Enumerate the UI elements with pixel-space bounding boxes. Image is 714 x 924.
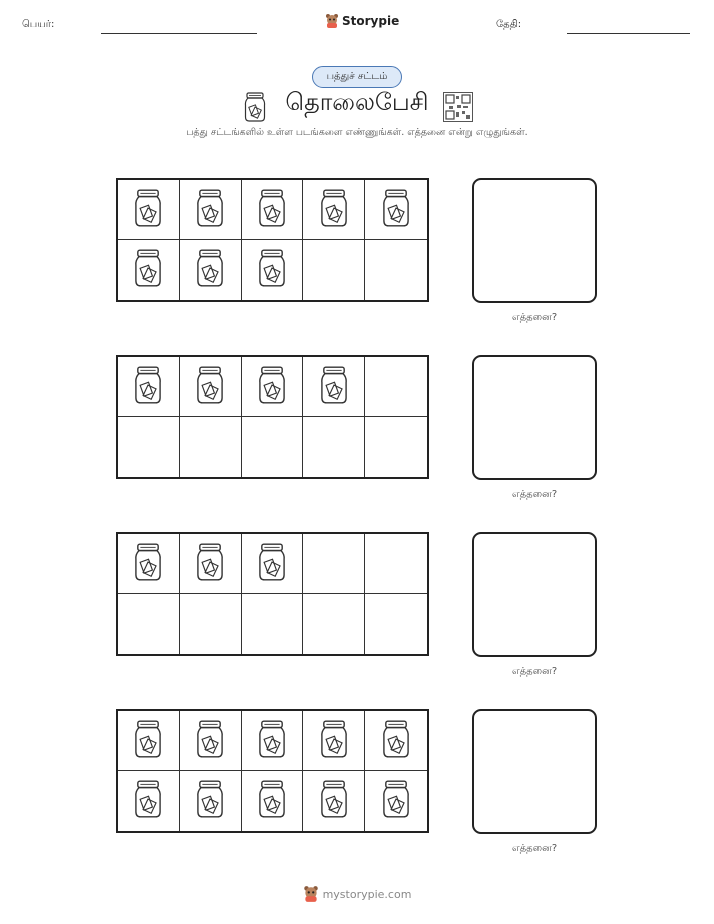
jar-icon xyxy=(196,779,224,823)
jar-icon xyxy=(258,779,286,823)
frame-cell xyxy=(365,180,427,240)
frame-cell xyxy=(118,711,180,771)
frame-cell xyxy=(365,240,427,300)
frame-cell xyxy=(303,180,365,240)
frame-cell xyxy=(303,240,365,300)
topic-badge: பத்துச் சட்டம் xyxy=(312,66,402,88)
frame-cell xyxy=(180,357,242,417)
frame-cell xyxy=(303,357,365,417)
frame-cell xyxy=(242,771,304,831)
frame-cell xyxy=(365,357,427,417)
frame-cell xyxy=(180,711,242,771)
jar-icon xyxy=(382,188,410,232)
frame-cell xyxy=(118,417,180,477)
frame-cell xyxy=(303,534,365,594)
frame-cell xyxy=(303,711,365,771)
name-input-line[interactable] xyxy=(101,33,257,34)
jar-icon xyxy=(258,719,286,763)
instructions: பத்து சட்டங்களில் உள்ள படங்களை எண்ணுங்கள். எத்தனை என்று எழுதுங்கள். xyxy=(186,127,528,138)
storypie-mascot-icon xyxy=(303,885,319,903)
jar-icon xyxy=(382,719,410,763)
jar-icon xyxy=(382,779,410,823)
footer-url: mystorypie.com xyxy=(322,887,412,901)
date-label: தேதி: xyxy=(496,19,522,30)
date-input-line[interactable] xyxy=(567,33,690,34)
jar-icon xyxy=(320,779,348,823)
frame-cell xyxy=(118,534,180,594)
answer-box-1[interactable] xyxy=(472,178,597,303)
how-many-label: எத்தனை? xyxy=(511,666,558,677)
ten-frame-2 xyxy=(116,355,429,479)
phone-pattern-icon xyxy=(443,92,473,126)
frame-cell xyxy=(118,594,180,654)
frame-cell xyxy=(242,180,304,240)
ten-frame-4 xyxy=(116,709,429,833)
frame-cell xyxy=(242,240,304,300)
footer xyxy=(0,885,714,903)
frame-cell xyxy=(180,771,242,831)
jar-icon xyxy=(196,365,224,409)
jar-icon xyxy=(196,719,224,763)
frame-cell xyxy=(180,594,242,654)
frame-cell xyxy=(303,771,365,831)
frame-cell xyxy=(118,357,180,417)
frame-cell xyxy=(365,594,427,654)
frame-cell xyxy=(180,417,242,477)
jar-icon xyxy=(320,365,348,409)
jar-icon xyxy=(258,542,286,586)
storypie-mascot-icon xyxy=(325,13,339,29)
ten-frame-3 xyxy=(116,532,429,656)
frame-cell xyxy=(118,240,180,300)
answer-box-3[interactable] xyxy=(472,532,597,657)
frame-cell xyxy=(118,180,180,240)
ten-frame-1 xyxy=(116,178,429,302)
frame-cell xyxy=(365,534,427,594)
name-label: பெயர்: xyxy=(22,19,55,30)
jar-icon xyxy=(258,365,286,409)
jar-icon xyxy=(196,542,224,586)
jar-icon xyxy=(134,248,162,292)
frame-cell xyxy=(180,180,242,240)
jar-icon xyxy=(134,779,162,823)
frame-cell xyxy=(180,240,242,300)
jar-icon xyxy=(134,719,162,763)
answer-box-2[interactable] xyxy=(472,355,597,480)
how-many-label: எத்தனை? xyxy=(511,843,558,854)
jar-icon xyxy=(258,188,286,232)
frame-cell xyxy=(365,711,427,771)
jar-icon xyxy=(196,248,224,292)
page-title: தொலைபேசி xyxy=(285,88,429,116)
frame-cell xyxy=(242,417,304,477)
frame-cell xyxy=(118,771,180,831)
how-many-label: எத்தனை? xyxy=(511,489,558,500)
brand-name: Storypie xyxy=(342,14,400,28)
frame-cell xyxy=(242,534,304,594)
frame-cell xyxy=(242,711,304,771)
jar-icon xyxy=(320,188,348,232)
jar-icon xyxy=(134,365,162,409)
frame-cell xyxy=(180,534,242,594)
jar-icon xyxy=(320,719,348,763)
answer-box-4[interactable] xyxy=(472,709,597,834)
jar-icon xyxy=(258,248,286,292)
jar-icon xyxy=(196,188,224,232)
frame-cell xyxy=(303,594,365,654)
frame-cell xyxy=(303,417,365,477)
how-many-label: எத்தனை? xyxy=(511,312,558,323)
brand-logo xyxy=(325,13,399,29)
jar-icon xyxy=(134,542,162,586)
jar-icon xyxy=(134,188,162,232)
frame-cell xyxy=(242,594,304,654)
frame-cell xyxy=(242,357,304,417)
frame-cell xyxy=(365,771,427,831)
frame-cell xyxy=(365,417,427,477)
